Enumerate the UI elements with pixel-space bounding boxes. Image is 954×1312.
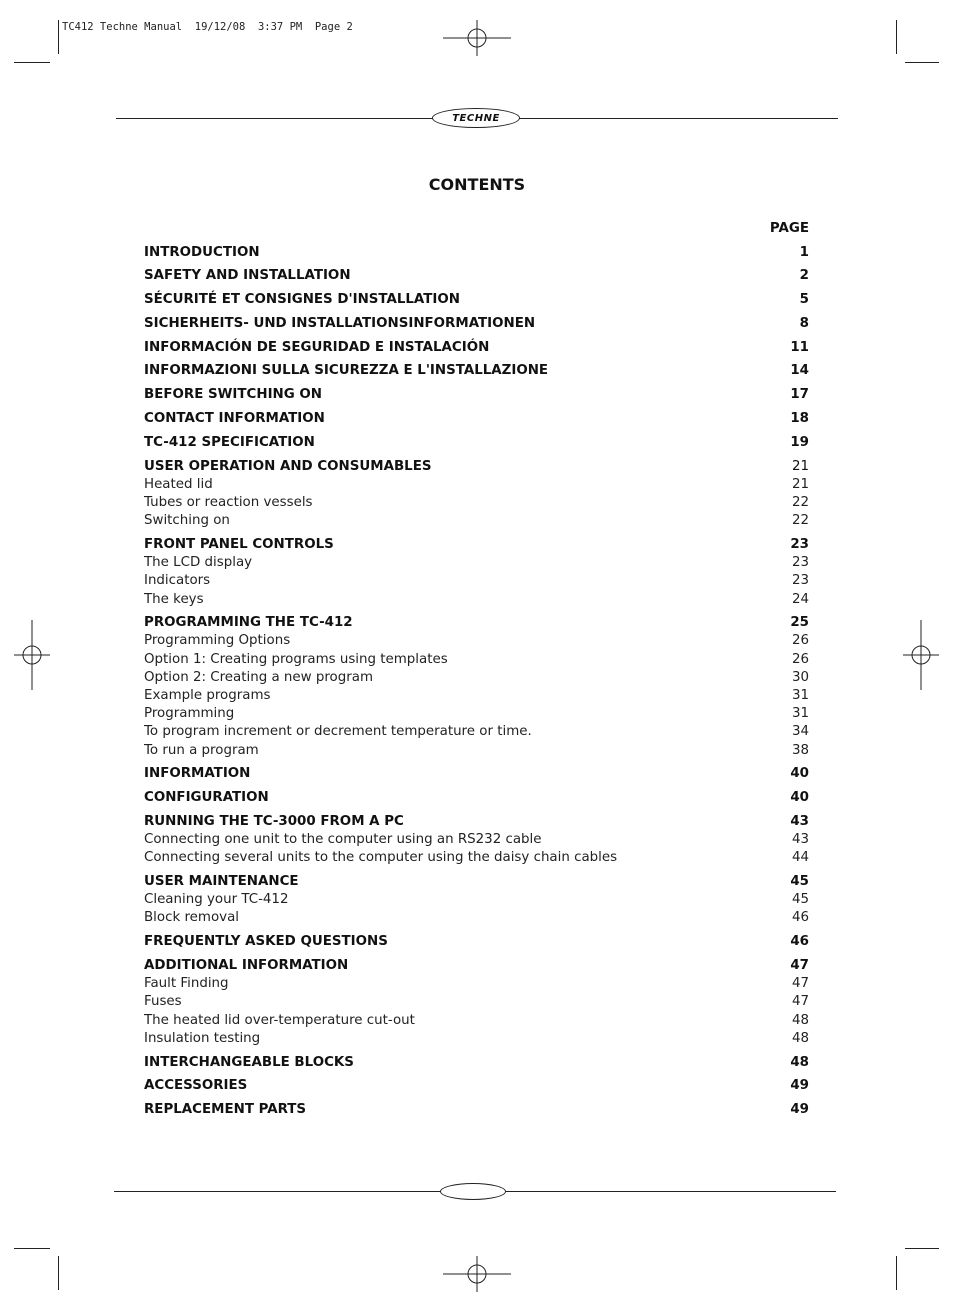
toc-subentry-page: 43: [791, 832, 809, 848]
toc-subentry[interactable]: [144, 669, 809, 687]
toc-subentry-page: 24: [791, 591, 809, 607]
toc-subentry[interactable]: [144, 831, 809, 849]
toc-entry-page: 40: [790, 766, 809, 782]
toc-subentry[interactable]: [144, 723, 809, 741]
toc-subentry-title: Connecting several units to the computer using the daisy chain cables: [144, 850, 618, 866]
crop-mark-top-right-v: [896, 20, 897, 54]
toc-section: [144, 386, 809, 404]
toc-entry-title: USER OPERATION AND CONSUMABLES: [144, 458, 432, 474]
toc-entry-title: INTRODUCTION: [144, 244, 260, 260]
toc-subentry-page: 34: [791, 724, 809, 740]
toc-subentry[interactable]: [144, 1030, 809, 1048]
toc-section: [144, 315, 809, 333]
toc-entry[interactable]: [144, 789, 809, 807]
toc-entry-page: 23: [790, 536, 809, 552]
page-column-header: PAGE: [769, 221, 809, 236]
toc-section: [144, 434, 809, 452]
toc-entry-title: FRONT PANEL CONTROLS: [144, 536, 334, 552]
toc-subentry-title: Indicators: [144, 573, 211, 589]
toc-section: [144, 458, 809, 531]
toc-subentry[interactable]: [144, 975, 809, 993]
toc-subentry[interactable]: [144, 742, 809, 760]
toc-subentry-page: 26: [791, 651, 809, 667]
toc-entry[interactable]: [144, 315, 809, 333]
toc-section: [144, 933, 809, 951]
toc-section: [144, 362, 809, 380]
toc-entry-title: FREQUENTLY ASKED QUESTIONS: [144, 934, 388, 950]
toc-section: [144, 813, 809, 868]
toc-subentry[interactable]: [144, 651, 809, 669]
toc-section: [144, 244, 809, 262]
toc-subentry[interactable]: [144, 993, 809, 1011]
crop-mark-bottom-left-v: [58, 1256, 59, 1290]
page-title: CONTENTS: [428, 175, 526, 194]
crop-mark-top-left-v: [58, 20, 59, 54]
toc-section: [144, 1054, 809, 1072]
toc-subentry[interactable]: [144, 632, 809, 650]
toc-section: [144, 267, 809, 285]
toc-entry-page: 49: [790, 1102, 809, 1118]
toc-entry-page: 8: [799, 315, 809, 331]
toc-section: [144, 1101, 809, 1119]
toc-subentry[interactable]: [144, 494, 809, 512]
toc-entry[interactable]: [144, 434, 809, 452]
toc-subentry-title: Programming: [144, 706, 235, 722]
toc-entry-title: CONFIGURATION: [144, 790, 269, 806]
crop-mark-bottom-right-h: [905, 1248, 939, 1249]
toc-entry[interactable]: [144, 339, 809, 357]
toc-subentry-title: Insulation testing: [144, 1030, 261, 1046]
toc-entry-page: 19: [790, 434, 809, 450]
toc-entry-title: INFORMACIÓN DE SEGURIDAD E INSTALACIÓN: [144, 339, 490, 355]
toc-entry-page: 14: [790, 363, 809, 379]
toc-section: [144, 339, 809, 357]
toc-subentry-page: 38: [791, 742, 809, 758]
toc-subentry-page: 31: [791, 706, 809, 722]
toc-entry-page: 18: [790, 411, 809, 427]
toc-subentry-title: Switching on: [144, 513, 230, 529]
toc-entry[interactable]: [144, 1077, 809, 1095]
toc-subentry-title: Fuses: [144, 994, 182, 1010]
toc-entry-title: SICHERHEITS- UND INSTALLATIONSINFORMATIONEN: [144, 315, 536, 331]
toc-subentry-page: 45: [791, 892, 809, 908]
toc-subentry-page: 30: [791, 669, 809, 685]
toc-entry-title: INFORMATION: [144, 766, 251, 782]
registration-mark-right-icon: [903, 620, 939, 690]
toc-entry[interactable]: [144, 813, 809, 831]
toc-subentry-title: To run a program: [144, 742, 259, 758]
toc-subentry-page: 23: [791, 573, 809, 589]
toc-entry[interactable]: [144, 1101, 809, 1119]
toc-entry-title: REPLACEMENT PARTS: [144, 1102, 307, 1118]
toc-entry-title: RUNNING THE TC-3000 FROM A PC: [144, 813, 404, 829]
toc-entry-page: 47: [790, 958, 809, 974]
toc-subentry-page: 47: [791, 994, 809, 1010]
toc-subentry[interactable]: [144, 554, 809, 572]
toc-subentry[interactable]: [144, 705, 809, 723]
toc-entry-page: 11: [790, 339, 809, 355]
toc-subentry-title: Cleaning your TC-412: [144, 892, 289, 908]
toc-section: [144, 765, 809, 783]
toc-entry-title: USER MAINTENANCE: [144, 874, 299, 890]
toc-section: [144, 410, 809, 428]
toc-entry-title: ACCESSORIES: [144, 1078, 248, 1094]
toc-section: [144, 1077, 809, 1095]
toc-subentry-title: Block removal: [144, 910, 240, 926]
toc-entry-title: INFORMAZIONI SULLA SICUREZZA E L'INSTALLAZIONE: [144, 363, 549, 379]
toc-subentry-page: 22: [791, 513, 809, 529]
toc-entry-title: BEFORE SWITCHING ON: [144, 387, 323, 403]
toc-entry-page: 45: [790, 874, 809, 890]
toc-entry-page: 1: [799, 244, 809, 260]
toc-subentry-title: Connecting one unit to the computer using an RS232 cable: [144, 832, 542, 848]
toc-subentry-title: Option 1: Creating programs using templates: [144, 651, 448, 667]
toc-subentry-page: 22: [791, 494, 809, 510]
toc-subentry-title: The LCD display: [144, 555, 253, 571]
toc-section: [144, 614, 809, 760]
toc-section: [144, 873, 809, 928]
toc-entry[interactable]: [144, 957, 809, 975]
toc-entry-title: CONTACT INFORMATION: [144, 411, 325, 427]
toc-subentry-title: The keys: [144, 591, 204, 607]
toc-subentry-page: 44: [791, 850, 809, 866]
toc-entry-page: 40: [790, 790, 809, 806]
print-slug: TC412 Techne Manual 19/12/08 3:37 PM Page 2: [62, 21, 353, 33]
toc-subentry-page: 23: [791, 555, 809, 571]
toc-subentry-title: Option 2: Creating a new program: [144, 669, 374, 685]
toc-subentry[interactable]: [144, 476, 809, 494]
toc-subentry[interactable]: [144, 909, 809, 927]
toc-subentry-title: Heated lid: [144, 476, 213, 492]
toc-subentry[interactable]: [144, 512, 809, 530]
toc-entry[interactable]: [144, 933, 809, 951]
crop-mark-bottom-right-v: [896, 1256, 897, 1290]
toc-entry[interactable]: [144, 291, 809, 309]
toc-entry[interactable]: [144, 244, 809, 262]
toc-subentry-title: Example programs: [144, 688, 271, 704]
toc-entry[interactable]: [144, 362, 809, 380]
page-number-oval: [440, 1183, 506, 1200]
toc-entry-page: 2: [799, 268, 809, 284]
toc-entry[interactable]: [144, 614, 809, 632]
toc-entry-title: ADDITIONAL INFORMATION: [144, 958, 349, 974]
toc-subentry[interactable]: [144, 891, 809, 909]
toc-entry-page: 43: [790, 813, 809, 829]
registration-mark-bottom-icon: [443, 1256, 511, 1292]
toc-subentry[interactable]: [144, 849, 809, 867]
toc-entry-page: 21: [791, 458, 809, 474]
toc-subentry[interactable]: [144, 1012, 809, 1030]
toc-entry-page: 25: [790, 615, 809, 631]
toc-entry-page: 17: [790, 387, 809, 403]
toc-subentry-page: 47: [791, 976, 809, 992]
registration-mark-top-icon: [443, 20, 511, 56]
techne-logo-text: TECHNE: [452, 112, 500, 124]
toc-entry-title: INTERCHANGEABLE BLOCKS: [144, 1054, 354, 1070]
toc-entry[interactable]: [144, 1054, 809, 1072]
toc-subentry-title: The heated lid over-temperature cut-out: [144, 1012, 415, 1028]
techne-logo: [432, 108, 520, 128]
toc-entry[interactable]: [144, 765, 809, 783]
toc-subentry-page: 31: [791, 688, 809, 704]
toc-entry[interactable]: [144, 458, 809, 476]
registration-mark-left-icon: [14, 620, 50, 690]
toc-subentry-title: Fault Finding: [144, 976, 229, 992]
toc-entry-title: SÉCURITÉ ET CONSIGNES D'INSTALLATION: [144, 292, 460, 308]
toc-subentry[interactable]: [144, 687, 809, 705]
crop-mark-top-right-h: [905, 62, 939, 63]
toc-entry-title: PROGRAMMING THE TC-412: [144, 615, 353, 631]
toc-subentry-page: 48: [791, 1030, 809, 1046]
toc-entry-title: TC-412 SPECIFICATION: [144, 434, 315, 450]
toc-entry[interactable]: [144, 386, 809, 404]
toc-subentry-title: Tubes or reaction vessels: [144, 494, 313, 510]
toc-entry-page: 5: [799, 292, 809, 308]
toc-subentry-page: 48: [791, 1012, 809, 1028]
toc-section: [144, 957, 809, 1048]
toc-subentry[interactable]: [144, 591, 809, 609]
toc-body: [144, 244, 809, 1120]
toc-subentry-page: 21: [791, 476, 809, 492]
toc-entry-page: 46: [790, 934, 809, 950]
toc-entry-title: SAFETY AND INSTALLATION: [144, 268, 351, 284]
crop-mark-bottom-left-h: [14, 1248, 50, 1249]
toc-entry[interactable]: [144, 267, 809, 285]
toc-subentry-page: 26: [791, 633, 809, 649]
toc-entry-page: 49: [790, 1078, 809, 1094]
toc-section: [144, 789, 809, 807]
toc-entry[interactable]: [144, 873, 809, 891]
toc-entry[interactable]: [144, 536, 809, 554]
toc-entry-page: 48: [790, 1054, 809, 1070]
toc-section: [144, 536, 809, 609]
crop-mark-top-left-h: [14, 62, 50, 63]
toc-subentry-title: Programming Options: [144, 633, 291, 649]
toc-entry[interactable]: [144, 410, 809, 428]
toc-subentry-title: To program increment or decrement temperature or time.: [144, 724, 532, 740]
toc-subentry-page: 46: [791, 910, 809, 926]
toc-subentry[interactable]: [144, 572, 809, 590]
table-of-contents: [144, 220, 809, 1125]
toc-section: [144, 291, 809, 309]
